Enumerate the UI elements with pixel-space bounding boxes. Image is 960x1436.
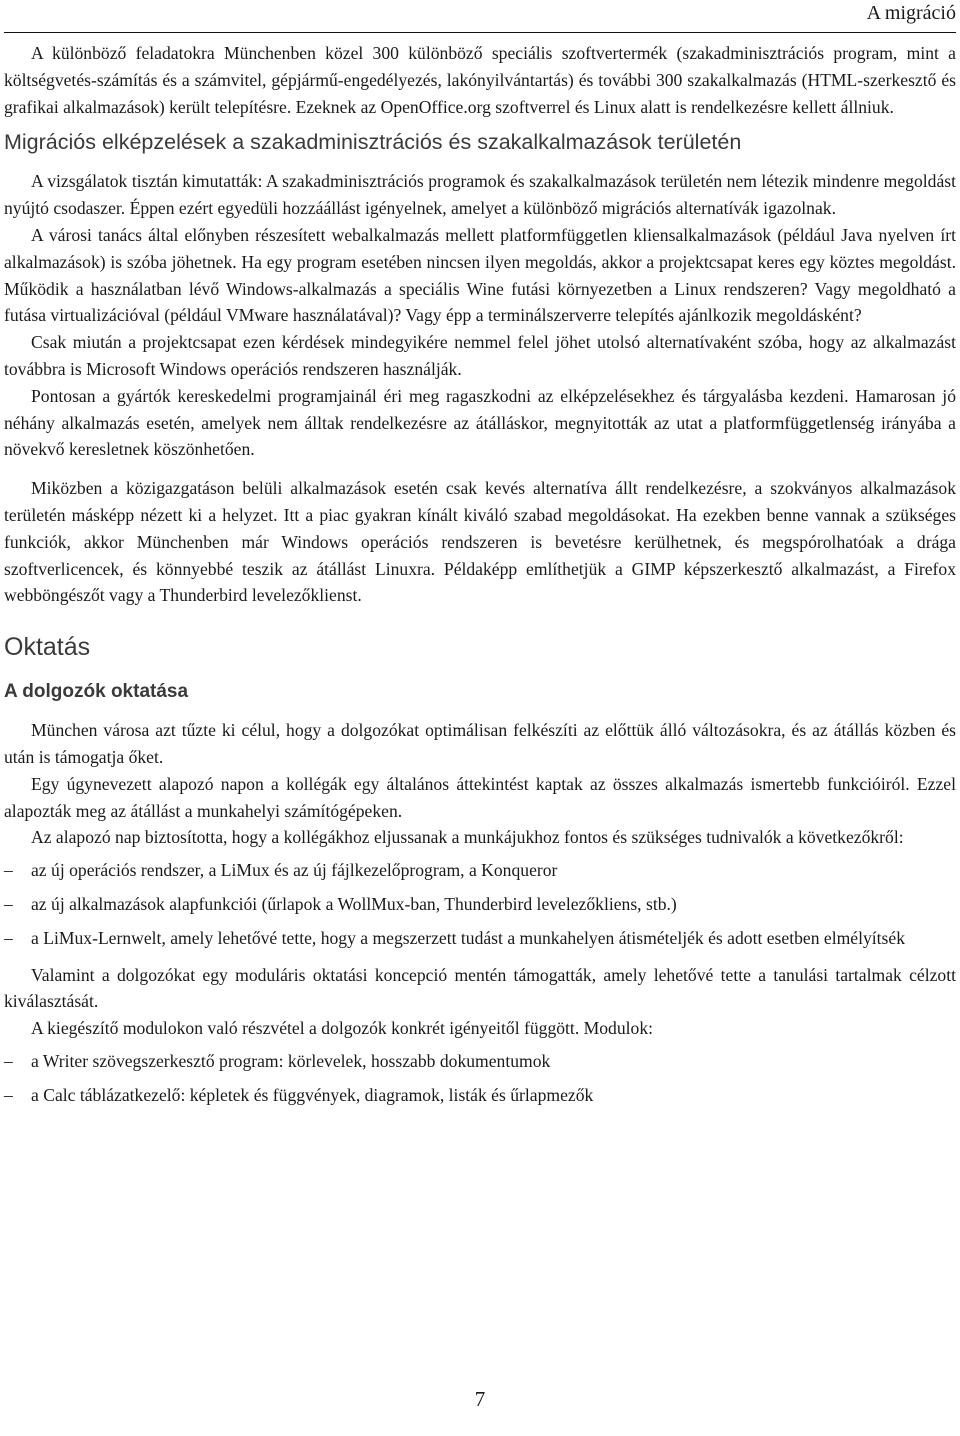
dash-bullet: – xyxy=(4,860,13,881)
list-item xyxy=(4,857,956,884)
list-item xyxy=(4,925,956,952)
list-item-text: a Calc táblázatkezelő: képletek és függvények, diagramok, listák és űrlapmezők xyxy=(31,1084,594,1105)
paragraph: Miközben a közigazgatáson belüli alkalmazások esetén csak kevés alternatíva állt rendelkezésre, a szokványos alkalmazások területén másképp nézett ki a helyzet. Itt a piac gyakran kínált kiváló szabad megoldásokat. Ha ezekben benne vannak a szükséges funkciók, akkor Münchenben már Windows operációs rendszeren is bevetésre kerülhetnek, és megspórolhatóak a drága szoftverlicencek, és könnyebbé teszik az átállást Linuxra. Példaképp említhetjük a GIMP képszerkesztő alkalmazást, a Firefox webböngészőt vagy a Thunderbird levelezőklienst. xyxy=(4,478,956,606)
list-item-text: az új alkalmazások alapfunkciói (űrlapok a WollMux-ban, Thunderbird levelezőkliens, stb.) xyxy=(31,893,677,914)
subsection-heading-staff-training: A dolgozók oktatása xyxy=(4,681,189,703)
paragraph: A kiegészítő modulokon való részvétel a dolgozók konkrét igényeitől függött. Modulok: xyxy=(31,1018,654,1039)
paragraph: München városa azt tűzte ki célul, hogy a dolgozókat optimálisan felkészíti az előttük álló változásokra, és az átállás közben és után is támogatja őket. xyxy=(4,720,956,767)
header-divider xyxy=(4,32,956,33)
paragraph: Pontosan a gyártók kereskedelmi programjainál éri meg ragaszkodni az elképzelésekhez és tárgyalásba kezdeni. Hamarosan jó néhány alkalmazás esetén, amelyek nem álltak rendelkezésre az átálláskor, megnyitották az utat a platformfüggetlenség irányába a növekvő keresletnek köszönhetően. xyxy=(4,385,956,460)
paragraph: A vizsgálatok tisztán kimutatták: A szakadminisztrációs programok és szakalkalmazások területén nem létezik mindenre megoldást nyújtó csodaszer. Éppen ezért egyedüli hozzáállást igényelnek, amelyet a különböző migrációs alternatívák igazolnak. xyxy=(4,171,956,219)
section-heading-migration: Migrációs elképzelések a szakadminisztrációs és szakalkalmazások területén xyxy=(4,130,742,155)
running-header: A migráció xyxy=(866,2,956,24)
page-number: 7 xyxy=(474,1387,486,1411)
intro-paragraph: A különböző feladatokra Münchenben közel 300 különböző speciális szoftvertermék (szakadminisztrációs program, mint a költségvetés-számítás és a számvitel, gépjármű-engedélyezés, lakónyilvántartás) és további 300 szakalkalmazás (HTML-szerkesztő és grafikai alkalmazások) került telepítésre. Ezeknek az OpenOffice.org szoftverrel és Linux alatt is rendelkezésre kellett állniuk. xyxy=(4,43,956,117)
list-item-text: a LiMux-Lernwelt, amely lehetővé tette, hogy a megszerzett tudást a munkahelyen átismételjék és adott esetben elmélyítsék xyxy=(31,927,906,948)
list-item xyxy=(4,1082,956,1109)
dash-bullet: – xyxy=(4,893,13,914)
dash-bullet: – xyxy=(4,1050,13,1071)
section-heading-education: Oktatás xyxy=(4,633,91,662)
paragraph: A városi tanács által előnyben részesített webalkalmazás mellett platformfüggetlen kliensalkalmazások (például Java nyelven írt alkalmazások) is szóba jöhetnek. Ha egy program esetében nincsen ilyen megoldás, akkor a projektcsapat keres egy köztes megoldást. Működik a használatban lévő Windows-alkalmazás a speciális Wine futási környezetben a Linux rendszeren? Vagy megoldható a futása virtualizációval (például VMware használatával)? Vagy épp a terminálszerverre telepítés ajánlkozik megoldásként? xyxy=(4,224,956,326)
paragraph: Az alapozó nap biztosította, hogy a kollégákhoz eljussanak a munkájukhoz fontos és szükséges tudnivalók a következőkről: xyxy=(31,827,904,848)
page-body xyxy=(4,40,956,1119)
paragraph: Egy úgynevezett alapozó napon a kollégák egy általános áttekintést kaptak az összes alkalmazás ismertebb funkcióiról. Ezzel alapozták meg az átállást a munkahelyi számítógépeken. xyxy=(4,773,956,821)
topics-list xyxy=(4,857,956,951)
list-item xyxy=(4,1048,956,1075)
paragraph: Csak miután a projektcsapat ezen kérdések mindegyikére nemmel felel jöhet utolsó alternatívaként szóba, hogy az alkalmazást továbbra is Microsoft Windows operációs rendszeren használják. xyxy=(4,332,956,379)
list-item xyxy=(4,891,956,918)
modules-list xyxy=(4,1048,956,1109)
list-item-text: a Writer szövegszerkesztő program: körlevelek, hosszabb dokumentumok xyxy=(31,1050,551,1071)
paragraph: Valamint a dolgozókat egy moduláris oktatási koncepció mentén támogatták, amely lehetővé tette a tanulási tartalmak célzott kiválasztását. xyxy=(4,964,956,1012)
list-item-text: az új operációs rendszer, a LiMux és az új fájlkezelőprogram, a Konqueror xyxy=(31,860,558,881)
dash-bullet: – xyxy=(4,1084,13,1105)
dash-bullet: – xyxy=(4,927,13,948)
